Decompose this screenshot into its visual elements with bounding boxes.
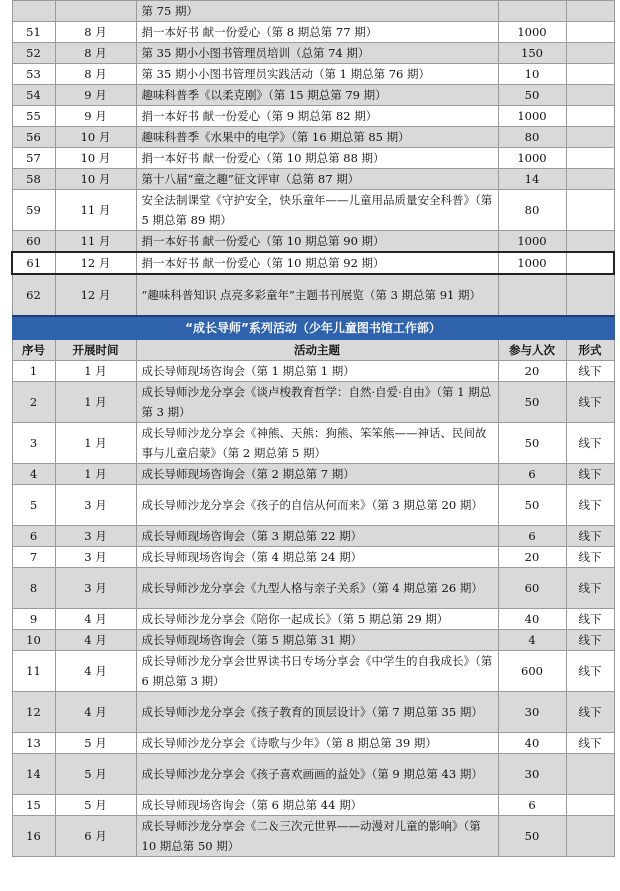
table-row bbox=[12, 464, 614, 485]
table-row bbox=[12, 64, 614, 85]
table-row bbox=[12, 43, 614, 64]
table-row bbox=[12, 1, 614, 22]
row-number: 8 bbox=[12, 568, 55, 609]
row-participants: 50 bbox=[498, 85, 566, 106]
row-participants: 1000 bbox=[498, 22, 566, 43]
row-number: 56 bbox=[12, 127, 55, 148]
table-row bbox=[12, 231, 614, 253]
row-topic: 成长导师沙龙分享会《陪你一起成长》（第 5 期总第 29 期） bbox=[136, 609, 498, 630]
section-title: “成长导师”系列活动（少年儿童图书馆工作部） bbox=[12, 316, 614, 340]
row-format bbox=[566, 274, 614, 316]
row-format: 线下 bbox=[566, 651, 614, 692]
row-month: 10 月 bbox=[55, 148, 136, 169]
row-month: 5 月 bbox=[55, 754, 136, 795]
row-topic: 捐一本好书 献一份爱心（第 10 期总第 88 期） bbox=[136, 148, 498, 169]
row-number: 6 bbox=[12, 526, 55, 547]
row-format bbox=[566, 106, 614, 127]
row-participants: 150 bbox=[498, 43, 566, 64]
row-participants: 1000 bbox=[498, 106, 566, 127]
row-format bbox=[566, 127, 614, 148]
row-participants: 1000 bbox=[498, 252, 566, 274]
row-participants: 14 bbox=[498, 169, 566, 190]
row-month: 3 月 bbox=[55, 568, 136, 609]
row-month: 4 月 bbox=[55, 692, 136, 733]
row-topic: 趣味科普季《水果中的电学》（第 16 期总第 85 期） bbox=[136, 127, 498, 148]
row-month: 8 月 bbox=[55, 64, 136, 85]
row-format bbox=[566, 64, 614, 85]
row-number: 7 bbox=[12, 547, 55, 568]
row-topic: 成长导师现场咨询会（第 2 期总第 7 期） bbox=[136, 464, 498, 485]
table-row bbox=[12, 651, 614, 692]
row-topic: 成长导师沙龙分享会世界读书日专场分享会《中学生的自我成长》（第 6 期总第 3 期） bbox=[136, 651, 498, 692]
table-row bbox=[12, 526, 614, 547]
row-topic: 成长导师沙龙分享会《谈卢梭教育哲学：自然·自爱·自由》（第 1 期总第 3 期） bbox=[136, 382, 498, 423]
row-number: 53 bbox=[12, 64, 55, 85]
row-topic: 第 35 期小小图书管理员培训（总第 74 期） bbox=[136, 43, 498, 64]
row-number: 3 bbox=[12, 423, 55, 464]
row-number: 4 bbox=[12, 464, 55, 485]
row-topic: 捐一本好书 献一份爱心（第 9 期总第 82 期） bbox=[136, 106, 498, 127]
row-month: 1 月 bbox=[55, 382, 136, 423]
row-format: 线下 bbox=[566, 526, 614, 547]
header-participants: 参与人次 bbox=[498, 340, 566, 361]
row-month: 4 月 bbox=[55, 651, 136, 692]
row-month: 9 月 bbox=[55, 85, 136, 106]
row-month: 8 月 bbox=[55, 43, 136, 64]
row-participants: 1000 bbox=[498, 231, 566, 253]
row-topic: 成长导师现场咨询会（第 3 期总第 22 期） bbox=[136, 526, 498, 547]
header-no: 序号 bbox=[12, 340, 55, 361]
table-row bbox=[12, 692, 614, 733]
row-topic: 成长导师沙龙分享会《诗歌与少年》（第 8 期总第 39 期） bbox=[136, 733, 498, 754]
row-participants: 30 bbox=[498, 692, 566, 733]
row-topic: 成长导师沙龙分享会《孩子的自信从何而来》（第 3 期总第 20 期） bbox=[136, 485, 498, 526]
row-participants: 80 bbox=[498, 190, 566, 231]
row-month: 9 月 bbox=[55, 106, 136, 127]
row-number: 57 bbox=[12, 148, 55, 169]
row-topic: 第十八届“童之趣”征文评审（总第 87 期） bbox=[136, 169, 498, 190]
table-row bbox=[12, 382, 614, 423]
row-format: 线下 bbox=[566, 568, 614, 609]
row-month: 3 月 bbox=[55, 485, 136, 526]
row-format bbox=[566, 795, 614, 816]
row-month: 1 月 bbox=[55, 361, 136, 382]
row-participants: 80 bbox=[498, 127, 566, 148]
row-format bbox=[566, 252, 614, 274]
row-topic: 成长导师现场咨询会（第 4 期总第 24 期） bbox=[136, 547, 498, 568]
row-month: 11 月 bbox=[55, 190, 136, 231]
row-month: 3 月 bbox=[55, 526, 136, 547]
row-participants: 50 bbox=[498, 423, 566, 464]
row-format bbox=[566, 148, 614, 169]
row-format: 线下 bbox=[566, 692, 614, 733]
row-number: 10 bbox=[12, 630, 55, 651]
row-month: 5 月 bbox=[55, 733, 136, 754]
section2-body bbox=[12, 316, 614, 857]
row-format: 线下 bbox=[566, 464, 614, 485]
table-row bbox=[12, 106, 614, 127]
row-format bbox=[566, 816, 614, 857]
row-month: 11 月 bbox=[55, 231, 136, 253]
row-number: 5 bbox=[12, 485, 55, 526]
row-month: 12 月 bbox=[55, 274, 136, 316]
row-topic: 成长导师现场咨询会（第 5 期总第 31 期） bbox=[136, 630, 498, 651]
table-row bbox=[12, 795, 614, 816]
row-format bbox=[566, 85, 614, 106]
row-topic: 成长导师沙龙分享会《孩子教育的顶层设计》（第 7 期总第 35 期） bbox=[136, 692, 498, 733]
row-topic: 成长导师沙龙分享会《神熊、天熊：狗熊、笨笨熊——神话、民间故事与儿童启蒙》（第 2 期总第 5 期） bbox=[136, 423, 498, 464]
header-month: 开展时间 bbox=[55, 340, 136, 361]
row-participants: 50 bbox=[498, 485, 566, 526]
row-format: 线下 bbox=[566, 423, 614, 464]
table-row bbox=[12, 22, 614, 43]
row-topic: 第 35 期小小图书管理员实践活动（第 1 期总第 76 期） bbox=[136, 64, 498, 85]
row-number: 15 bbox=[12, 795, 55, 816]
row-number: 2 bbox=[12, 382, 55, 423]
row-number: 14 bbox=[12, 754, 55, 795]
row-month: 10 月 bbox=[55, 127, 136, 148]
row-participants bbox=[498, 274, 566, 316]
row-number: 11 bbox=[12, 651, 55, 692]
row-topic: 捐一本好书 献一份爱心（第 10 期总第 92 期） bbox=[136, 252, 498, 274]
table-row bbox=[12, 754, 614, 795]
activity-table bbox=[11, 0, 615, 857]
row-number: 1 bbox=[12, 361, 55, 382]
table-row bbox=[12, 127, 614, 148]
row-month: 10 月 bbox=[55, 169, 136, 190]
table-row bbox=[12, 274, 614, 316]
row-format: 线下 bbox=[566, 361, 614, 382]
header-format: 形式 bbox=[566, 340, 614, 361]
row-month: 5 月 bbox=[55, 795, 136, 816]
row-month: 4 月 bbox=[55, 630, 136, 651]
row-format bbox=[566, 22, 614, 43]
section1-body bbox=[12, 1, 614, 317]
row-participants: 60 bbox=[498, 568, 566, 609]
row-topic: 第 75 期） bbox=[136, 1, 498, 22]
row-format: 线下 bbox=[566, 547, 614, 568]
table-row bbox=[12, 423, 614, 464]
row-participants: 6 bbox=[498, 464, 566, 485]
row-format: 线下 bbox=[566, 630, 614, 651]
table-row bbox=[12, 85, 614, 106]
section-title-row bbox=[12, 316, 614, 340]
table-row bbox=[12, 252, 614, 274]
row-month: 3 月 bbox=[55, 547, 136, 568]
row-participants: 40 bbox=[498, 609, 566, 630]
row-topic: 捐一本好书 献一份爱心（第 8 期总第 77 期） bbox=[136, 22, 498, 43]
row-month: 1 月 bbox=[55, 423, 136, 464]
row-month: 12 月 bbox=[55, 252, 136, 274]
row-topic: 安全法制课堂《守护安全，快乐童年——儿童用品质量安全科普》（第 5 期总第 89 期） bbox=[136, 190, 498, 231]
row-participants: 50 bbox=[498, 816, 566, 857]
row-topic: 成长导师现场咨询会（第 1 期总第 1 期） bbox=[136, 361, 498, 382]
row-format bbox=[566, 754, 614, 795]
table-row bbox=[12, 485, 614, 526]
document-page bbox=[11, 0, 613, 857]
row-number: 51 bbox=[12, 22, 55, 43]
row-number: 55 bbox=[12, 106, 55, 127]
row-participants: 30 bbox=[498, 754, 566, 795]
row-format: 线下 bbox=[566, 485, 614, 526]
row-topic: 成长导师沙龙分享会《二＆三次元世界——动漫对儿童的影响》（第 10 期总第 50 期） bbox=[136, 816, 498, 857]
table-row bbox=[12, 190, 614, 231]
table-row bbox=[12, 547, 614, 568]
row-participants bbox=[498, 1, 566, 22]
row-number: 62 bbox=[12, 274, 55, 316]
row-format: 线下 bbox=[566, 382, 614, 423]
row-participants: 1000 bbox=[498, 148, 566, 169]
row-number: 9 bbox=[12, 609, 55, 630]
row-number: 61 bbox=[12, 252, 55, 274]
row-number bbox=[12, 1, 55, 22]
row-participants: 6 bbox=[498, 795, 566, 816]
row-format: 线下 bbox=[566, 733, 614, 754]
row-month: 1 月 bbox=[55, 464, 136, 485]
table-row bbox=[12, 169, 614, 190]
row-participants: 4 bbox=[498, 630, 566, 651]
row-topic: 趣味科普季《以柔克刚》（第 15 期总第 79 期） bbox=[136, 85, 498, 106]
row-topic: “趣味科普知识 点亮多彩童年”主题书刊展览（第 3 期总第 91 期） bbox=[136, 274, 498, 316]
row-month: 4 月 bbox=[55, 609, 136, 630]
row-number: 12 bbox=[12, 692, 55, 733]
row-number: 54 bbox=[12, 85, 55, 106]
row-format: 线下 bbox=[566, 609, 614, 630]
table-row bbox=[12, 609, 614, 630]
row-number: 59 bbox=[12, 190, 55, 231]
table-row bbox=[12, 148, 614, 169]
header-row bbox=[12, 340, 614, 361]
row-month bbox=[55, 1, 136, 22]
row-number: 13 bbox=[12, 733, 55, 754]
row-number: 16 bbox=[12, 816, 55, 857]
header-topic: 活动主题 bbox=[136, 340, 498, 361]
row-format bbox=[566, 169, 614, 190]
row-topic: 捐一本好书 献一份爱心（第 10 期总第 90 期） bbox=[136, 231, 498, 253]
row-number: 58 bbox=[12, 169, 55, 190]
row-month: 8 月 bbox=[55, 22, 136, 43]
row-topic: 成长导师沙龙分享会《孩子喜欢画画的益处》（第 9 期总第 43 期） bbox=[136, 754, 498, 795]
row-topic: 成长导师沙龙分享会《九型人格与亲子关系》（第 4 期总第 26 期） bbox=[136, 568, 498, 609]
row-format bbox=[566, 1, 614, 22]
table-row bbox=[12, 568, 614, 609]
row-participants: 6 bbox=[498, 526, 566, 547]
row-participants: 10 bbox=[498, 64, 566, 85]
row-format bbox=[566, 43, 614, 64]
table-row bbox=[12, 361, 614, 382]
row-participants: 20 bbox=[498, 547, 566, 568]
row-format bbox=[566, 231, 614, 253]
row-number: 52 bbox=[12, 43, 55, 64]
row-format bbox=[566, 190, 614, 231]
row-participants: 50 bbox=[498, 382, 566, 423]
row-participants: 600 bbox=[498, 651, 566, 692]
table-row bbox=[12, 733, 614, 754]
row-month: 6 月 bbox=[55, 816, 136, 857]
row-participants: 20 bbox=[498, 361, 566, 382]
table-row bbox=[12, 630, 614, 651]
row-number: 60 bbox=[12, 231, 55, 253]
table-row bbox=[12, 816, 614, 857]
row-participants: 40 bbox=[498, 733, 566, 754]
row-topic: 成长导师现场咨询会（第 6 期总第 44 期） bbox=[136, 795, 498, 816]
